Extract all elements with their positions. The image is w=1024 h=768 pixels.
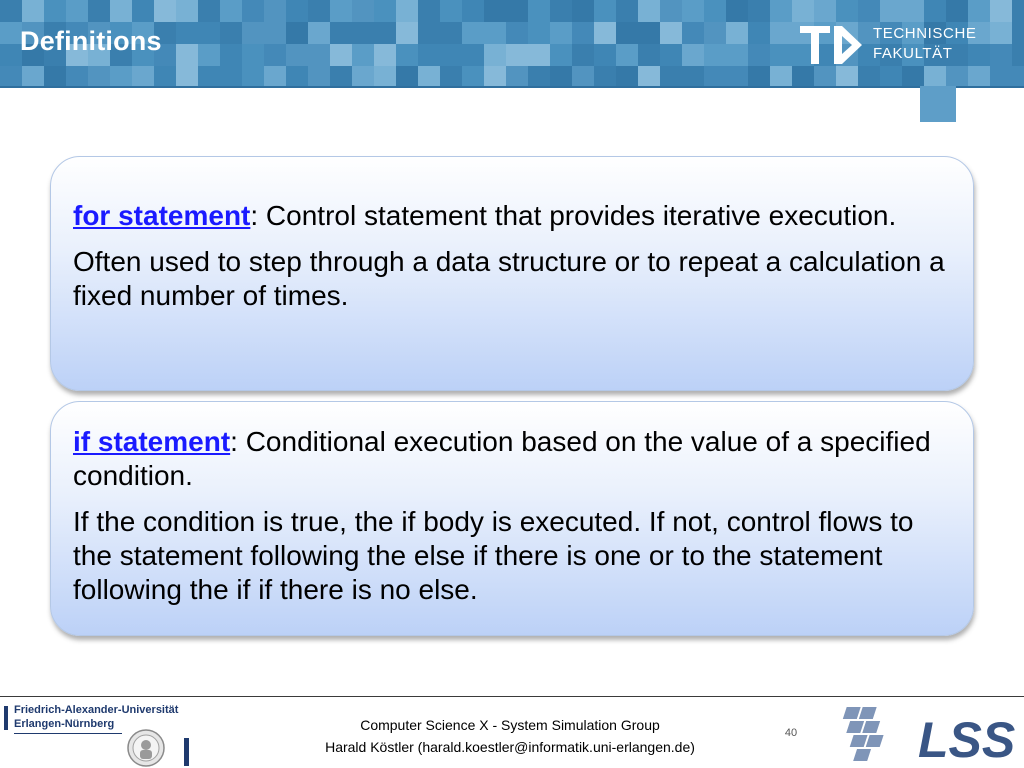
mosaic-tile: [308, 66, 330, 88]
mosaic-tile: [220, 0, 242, 22]
mosaic-tile: [330, 44, 352, 66]
mosaic-tile: [418, 22, 440, 44]
mosaic-tile: [264, 0, 286, 22]
mosaic-tile: [0, 22, 22, 44]
mosaic-tile: [286, 66, 308, 88]
mosaic-tile: [836, 0, 858, 22]
mosaic-tile: [110, 66, 132, 88]
mosaic-tile: [858, 66, 880, 88]
mosaic-tile: [682, 44, 704, 66]
mosaic-tile: [660, 0, 682, 22]
mosaic-tile: [220, 66, 242, 88]
definition-text: : Control statement that provides iterative execution.: [250, 200, 897, 231]
definition-detail: If the condition is true, the if body is executed. If not, control flows to the statement following the else if there is one or to the statement following the if if there is no else.: [73, 506, 914, 605]
mosaic-tile: [132, 66, 154, 88]
mosaic-tile: [0, 44, 22, 66]
mosaic-tile: [528, 44, 550, 66]
mosaic-tile: [770, 44, 792, 66]
mosaic-tile: [440, 22, 462, 44]
mosaic-tile: [242, 44, 264, 66]
mosaic-tile: [242, 22, 264, 44]
mosaic-tile: [990, 66, 1012, 88]
mosaic-tile: [330, 0, 352, 22]
mosaic-tile: [924, 66, 946, 88]
mosaic-tile: [220, 44, 242, 66]
fau-logo-text: [14, 703, 178, 731]
mosaic-tile: [352, 0, 374, 22]
mosaic-tile: [132, 0, 154, 22]
mosaic-tile: [330, 66, 352, 88]
mosaic-tile: [484, 0, 506, 22]
mosaic-tile: [902, 66, 924, 88]
mosaic-tile: [726, 66, 748, 88]
mosaic-tile: [44, 66, 66, 88]
mosaic-tile: [682, 66, 704, 88]
techfak-line2: FAKULTÄT: [873, 45, 953, 62]
mosaic-tile: [352, 22, 374, 44]
mosaic-tile: [748, 22, 770, 44]
mosaic-tile: [286, 44, 308, 66]
mosaic-tile: [550, 0, 572, 22]
mosaic-tile: [286, 0, 308, 22]
mosaic-tile: [506, 22, 528, 44]
mosaic-tile: [770, 0, 792, 22]
term-for-statement: for statement: [73, 200, 251, 231]
mosaic-tile: [968, 66, 990, 88]
mosaic-tile: [550, 66, 572, 88]
definition-paragraph: [73, 425, 951, 493]
mosaic-tile: [22, 66, 44, 88]
footer-credits: [290, 714, 730, 758]
mosaic-tile: [506, 0, 528, 22]
definition-detail: Often used to step through a data structure or to repeat a calculation a fixed number of times.: [73, 246, 945, 311]
mosaic-tile: [198, 44, 220, 66]
fau-name-line2: Erlangen-Nürnberg: [14, 718, 115, 730]
mosaic-tile: [242, 0, 264, 22]
mosaic-tile: [748, 0, 770, 22]
mosaic-tile: [220, 22, 242, 44]
mosaic-tile: [836, 66, 858, 88]
mosaic-tile: [814, 0, 836, 22]
mosaic-tile: [462, 44, 484, 66]
mosaic-tile: [770, 22, 792, 44]
footer-course: Computer Science X - System Simulation Group: [360, 717, 660, 733]
mosaic-tile: [1012, 22, 1024, 44]
mosaic-tile: [264, 22, 286, 44]
mosaic-tile: [44, 0, 66, 22]
mosaic-tile: [308, 44, 330, 66]
mosaic-tile: [594, 44, 616, 66]
mosaic-tile: [154, 66, 176, 88]
fau-logo-bar-secondary: [184, 738, 189, 766]
mosaic-tile: [616, 66, 638, 88]
mosaic-tile: [1012, 0, 1024, 22]
mosaic-tile: [638, 44, 660, 66]
mosaic-tile: [440, 0, 462, 22]
mosaic-tile: [572, 0, 594, 22]
mosaic-tile: [726, 22, 748, 44]
mosaic-tile: [352, 66, 374, 88]
mosaic-tile: [660, 66, 682, 88]
mosaic-tile: [792, 66, 814, 88]
fau-name-line1: Friedrich-Alexander-Universität: [14, 704, 179, 716]
mosaic-tile: [968, 0, 990, 22]
mosaic-tile: [308, 0, 330, 22]
mosaic-tile: [704, 66, 726, 88]
mosaic-tile: [1012, 44, 1024, 66]
mosaic-tile: [682, 22, 704, 44]
mosaic-tile: [418, 44, 440, 66]
mosaic-tile: [396, 0, 418, 22]
mosaic-tile: [88, 0, 110, 22]
fau-logo-rule: [14, 733, 122, 734]
definition-box-for: [50, 156, 974, 391]
techfak-logo-icon: [800, 24, 864, 66]
mosaic-tile: [484, 22, 506, 44]
mosaic-tile: [616, 44, 638, 66]
mosaic-tile: [704, 44, 726, 66]
mosaic-tile: [880, 66, 902, 88]
header-underline: [0, 86, 1024, 88]
fau-seal-icon: [124, 728, 168, 768]
mosaic-tile: [572, 44, 594, 66]
mosaic-tile: [726, 0, 748, 22]
mosaic-tile: [264, 44, 286, 66]
mosaic-tile: [198, 0, 220, 22]
mosaic-tile: [374, 0, 396, 22]
mosaic-tile: [176, 22, 198, 44]
lss-logo-text: LSS: [918, 712, 1016, 765]
techfak-line1: TECHNISCHE: [873, 25, 977, 42]
mosaic-tile: [374, 22, 396, 44]
mosaic-tile: [528, 22, 550, 44]
mosaic-tile: [330, 22, 352, 44]
mosaic-tile: [748, 66, 770, 88]
mosaic-tile: [0, 66, 22, 88]
header-banner: [0, 0, 1024, 88]
mosaic-tile: [638, 66, 660, 88]
mosaic-tile: [440, 44, 462, 66]
mosaic-tile: [1012, 66, 1024, 88]
page-number: 40: [784, 727, 798, 739]
mosaic-tile: [528, 0, 550, 22]
mosaic-tile: [946, 0, 968, 22]
mosaic-tile: [550, 22, 572, 44]
mosaic-tile: [924, 0, 946, 22]
mosaic-tile: [264, 66, 286, 88]
mosaic-tile: [528, 66, 550, 88]
mosaic-tile: [814, 66, 836, 88]
definition-text: : Conditional execution based on the value of a specified condition.: [73, 426, 931, 491]
mosaic-tile: [198, 66, 220, 88]
mosaic-tile: [572, 22, 594, 44]
mosaic-tile: [704, 22, 726, 44]
footer-divider: [0, 696, 1024, 697]
mosaic-tile: [242, 66, 264, 88]
mosaic-tile: [748, 44, 770, 66]
mosaic-tile: [176, 0, 198, 22]
mosaic-tile: [946, 66, 968, 88]
mosaic-tile: [638, 0, 660, 22]
term-if-statement: if statement: [73, 426, 231, 457]
slide-title: Definitions: [20, 26, 162, 56]
mosaic-tile: [506, 66, 528, 88]
mosaic-tile: [286, 22, 308, 44]
mosaic-tile: [638, 22, 660, 44]
header-tab-decoration: [920, 86, 956, 122]
mosaic-tile: [198, 22, 220, 44]
mosaic-tile: [176, 44, 198, 66]
mosaic-tile: [990, 44, 1012, 66]
mosaic-tile: [154, 0, 176, 22]
mosaic-tile: [902, 0, 924, 22]
mosaic-tile: [726, 44, 748, 66]
mosaic-tile: [594, 0, 616, 22]
mosaic-tile: [110, 0, 132, 22]
mosaic-tile: [770, 66, 792, 88]
definition-paragraph: [73, 199, 951, 233]
mosaic-tile: [308, 22, 330, 44]
mosaic-tile: [66, 0, 88, 22]
mosaic-tile: [594, 22, 616, 44]
mosaic-tile: [0, 0, 22, 22]
mosaic-tile: [858, 0, 880, 22]
mosaic-tile: [396, 22, 418, 44]
mosaic-tile: [682, 0, 704, 22]
mosaic-tile: [572, 66, 594, 88]
mosaic-tile: [792, 0, 814, 22]
mosaic-tile: [88, 66, 110, 88]
mosaic-tile: [880, 0, 902, 22]
mosaic-tile: [22, 0, 44, 22]
mosaic-tile: [660, 22, 682, 44]
mosaic-tile: [176, 66, 198, 88]
mosaic-tile: [374, 44, 396, 66]
mosaic-tile: [440, 66, 462, 88]
mosaic-tile: [550, 44, 572, 66]
footer-author: Harald Köstler (harald.koestler@informatik.uni-erlangen.de): [325, 739, 695, 755]
mosaic-tile: [396, 44, 418, 66]
mosaic-tile: [704, 0, 726, 22]
mosaic-tile: [462, 0, 484, 22]
mosaic-tile: [352, 44, 374, 66]
mosaic-tile: [462, 22, 484, 44]
mosaic-tile: [66, 66, 88, 88]
mosaic-tile: [462, 66, 484, 88]
techfak-logo-text: [873, 24, 977, 64]
mosaic-tile: [660, 44, 682, 66]
mosaic-tile: [418, 0, 440, 22]
mosaic-tile: [396, 66, 418, 88]
mosaic-tile: [616, 22, 638, 44]
mosaic-tile: [616, 0, 638, 22]
mosaic-tile: [484, 44, 506, 66]
fau-logo-bar: [4, 706, 8, 730]
mosaic-tile: [374, 66, 396, 88]
definition-box-if: [50, 401, 974, 636]
mosaic-tile: [594, 66, 616, 88]
mosaic-tile: [990, 22, 1012, 44]
mosaic-tile: [418, 66, 440, 88]
mosaic-tile: [506, 44, 528, 66]
mosaic-tile: [484, 66, 506, 88]
lss-logo-icon: [834, 703, 1020, 765]
mosaic-tile: [990, 0, 1012, 22]
